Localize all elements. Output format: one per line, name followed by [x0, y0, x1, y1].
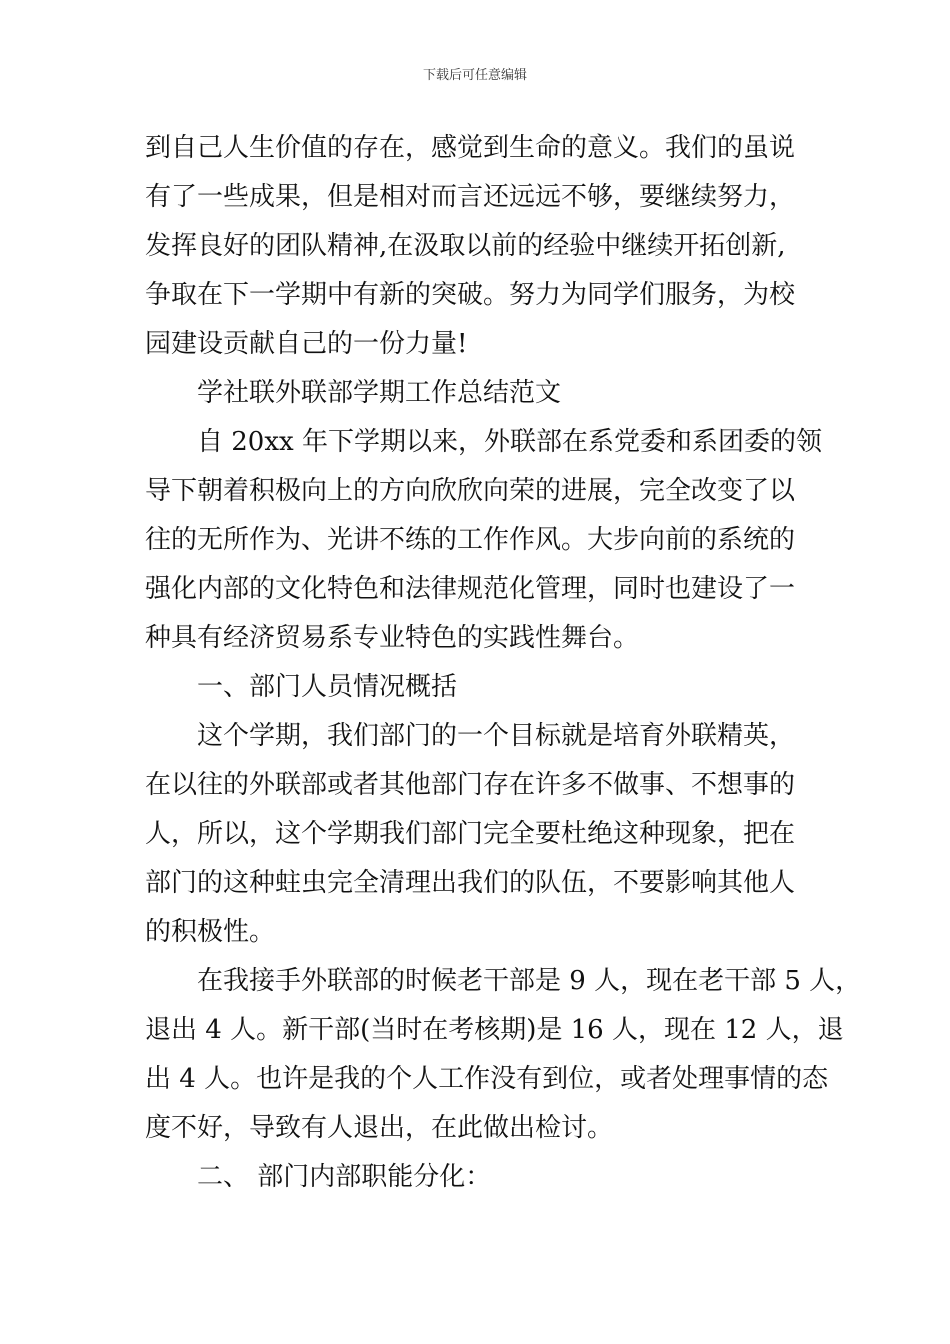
section-title: 学社联外联部学期工作总结范文	[197, 378, 562, 408]
text-line-15: 人，所以，这个学期我们部门完全要杜绝这种现象，把在	[145, 819, 796, 849]
document-body	[145, 124, 862, 1202]
text-line-16: 部门的这种蛀虫完全清理出我们的队伍，不要影响其他人	[145, 868, 796, 898]
page-header: 下载后可任意编辑	[422, 68, 527, 83]
text-line-3: 发挥良好的团队精神,在汲取以前的经验中继续开拓创新,	[145, 231, 786, 261]
text-line-14: 在以往的外联部或者其他部门存在许多不做事、不想事的	[145, 770, 796, 800]
text-line-7: 自 20xx 年下学期以来，外联部在系党委和系团委的领	[197, 427, 822, 457]
text-line-4: 争取在下一学期中有新的突破。努力为同学们服务，为校	[145, 280, 796, 310]
text-line-17: 的积极性。	[145, 917, 276, 947]
section-heading-2: 二、 部门内部职能分化：	[197, 1162, 492, 1192]
text-line-11: 种具有经济贸易系专业特色的实践性舞台。	[145, 623, 640, 653]
text-line-20: 出 4 人。也许是我的个人工作没有到位，或者处理事情的态	[145, 1064, 829, 1094]
text-line-8: 导下朝着积极向上的方向欣欣向荣的进展，完全改变了以	[145, 476, 796, 506]
text-line-13: 这个学期，我们部门的一个目标就是培育外联精英，	[197, 721, 796, 751]
text-line-18: 在我接手外联部的时候老干部是 9 人，现在老干部 5 人，	[197, 966, 862, 996]
text-line-21: 度不好，导致有人退出，在此做出检讨。	[145, 1113, 614, 1143]
text-line-1: 到自己人生价值的存在，感觉到生命的意义。我们的虽说	[145, 133, 796, 163]
text-line-10: 强化内部的文化特色和法律规范化管理，同时也建设了一	[145, 574, 796, 604]
text-line-5: 园建设贡献自己的一份力量!	[145, 329, 468, 359]
section-heading-1: 一、部门人员情况概括	[197, 672, 458, 702]
text-line-2: 有了一些成果，但是相对而言还远远不够，要继续努力，	[145, 182, 796, 212]
text-line-19: 退出 4 人。新干部(当时在考核期)是 16 人，现在 12 人，退	[145, 1015, 844, 1045]
text-line-9: 往的无所作为、光讲不练的工作作风。大步向前的系统的	[145, 525, 796, 555]
